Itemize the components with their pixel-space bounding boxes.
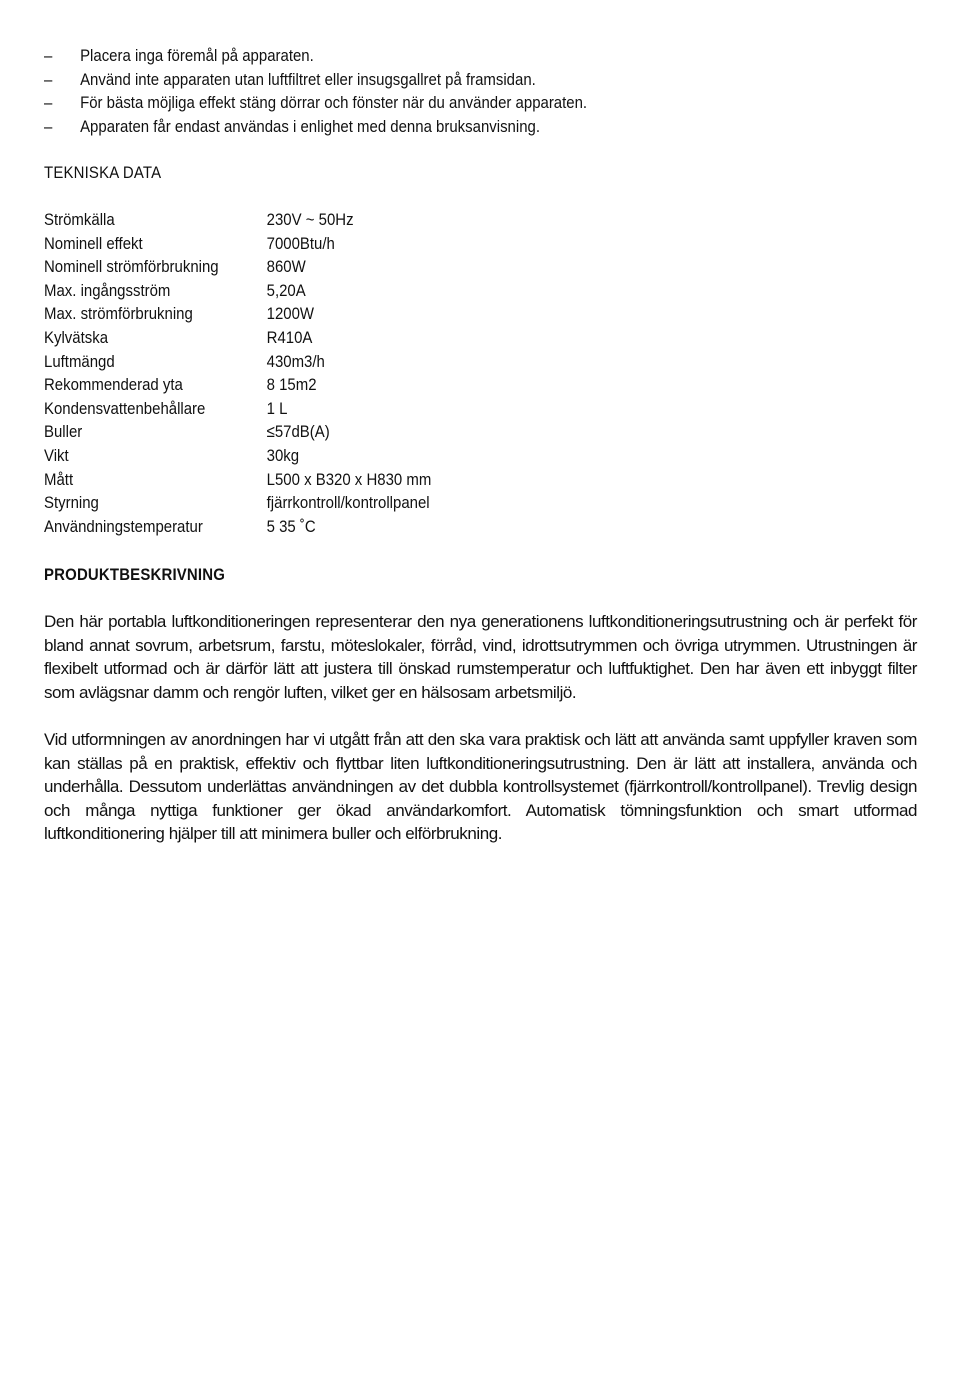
spec-value: 860W xyxy=(266,257,306,277)
table-row xyxy=(44,515,660,539)
table-row xyxy=(44,232,660,256)
spec-value: 230V ~ 50Hz xyxy=(266,210,354,229)
spec-value: 7000Btu/h xyxy=(266,233,335,253)
product-paragraph-1: Den här portabla luftkonditioneringen representerar den nya generationens luftkonditioneringsutrustning och är perfekt för bland annat sovrum, arbetsrum, farstu, möteslokaler, förråd, vind, idrottsutrymmen och övriga utrymmen. Utrustningen är flexibelt utformad och är därför lätt att justera till önskad rumstemperatur och luftfuktighet. Den har även ett inbyggt filter som avlägsnar damm och rengör luften, vilket ger en hälsosam arbetsmiljö. xyxy=(44,612,917,702)
spec-label: Kondensvattenbehållare xyxy=(44,398,206,418)
spec-label: Styrning xyxy=(44,493,99,513)
tech-data-heading: TEKNISKA DATA xyxy=(44,163,162,182)
bullet-dash: – xyxy=(44,46,53,65)
spec-label: Buller xyxy=(44,422,83,442)
bullet-text: Använd inte apparaten utan luftfiltret eller insugsgallret på framsidan. xyxy=(80,69,536,89)
spec-label: Nominell strömförbrukning xyxy=(44,257,219,277)
bullet-dash: – xyxy=(44,69,53,89)
list-item xyxy=(44,44,889,68)
spec-label: Kylvätska xyxy=(44,327,109,347)
spec-value: 1 L xyxy=(266,398,288,418)
spec-label: Vikt xyxy=(44,445,69,465)
spec-value: 5,20A xyxy=(266,280,306,300)
spec-label: Nominell effekt xyxy=(44,233,143,253)
spec-label: Rekommenderad yta xyxy=(44,375,183,395)
spec-value: L500 x B320 x H830 mm xyxy=(266,469,432,489)
spec-value: 8 15m2 xyxy=(266,375,317,395)
table-row xyxy=(44,326,660,350)
safety-bullet-list xyxy=(44,44,960,138)
table-row xyxy=(44,468,660,492)
spec-label: Användningstemperatur xyxy=(44,516,203,536)
bullet-text: Apparaten får endast användas i enlighet med denna bruksanvisning. xyxy=(80,116,541,136)
spec-value: R410A xyxy=(266,327,313,347)
table-row xyxy=(44,373,660,397)
table-row xyxy=(44,302,660,326)
table-row xyxy=(44,350,660,374)
spec-label: Mått xyxy=(44,469,74,489)
spec-value: 430m3/h xyxy=(266,351,325,371)
spec-label: Max. ingångsström xyxy=(44,280,171,300)
list-item xyxy=(44,115,889,139)
table-row xyxy=(44,397,660,421)
table-row xyxy=(44,208,660,232)
spec-value: ≤57dB(A) xyxy=(266,422,330,442)
bullet-dash: – xyxy=(44,116,53,136)
spec-value: fjärrkontroll/kontrollpanel xyxy=(266,493,430,513)
tech-data-table xyxy=(44,208,744,538)
list-item xyxy=(44,91,889,115)
spec-label: Strömkälla xyxy=(44,210,115,229)
list-item xyxy=(44,68,889,92)
bullet-dash: – xyxy=(44,93,53,113)
table-row xyxy=(44,420,660,444)
product-description-heading: PRODUKTBESKRIVNING xyxy=(44,565,226,584)
bullet-text: Placera inga föremål på apparaten. xyxy=(80,46,314,65)
table-row xyxy=(44,444,660,468)
spec-value: 30kg xyxy=(266,445,300,465)
table-row xyxy=(44,255,660,279)
bullet-text: För bästa möjliga effekt stäng dörrar och fönster när du använder apparaten. xyxy=(80,93,588,113)
table-row xyxy=(44,279,660,303)
product-paragraph-2: Vid utformningen av anordningen har vi utgått från att den ska vara praktisk och lätt att använda samt uppfyller kraven som kan ställas på en praktisk, effektiv och flyttbar liten luftkonditioneringsutrustning. Den är lätt att installera, använda och underhålla. Dessutom underlättas användningen av det dubbla kontrollsystemet (fjärrkontroll/kontrollpanel). Trevlig design och många nyttiga funktioner ger ökad användarkomfort. Automatisk tömningsfunktion och smart utformad luftkonditionering hjälper till att minimera buller och elförbrukning. xyxy=(44,730,917,844)
spec-label: Max. strömförbrukning xyxy=(44,304,193,324)
spec-value: 5 35 ˚C xyxy=(266,516,316,536)
spec-label: Luftmängd xyxy=(44,351,115,371)
table-row xyxy=(44,491,660,515)
spec-value: 1200W xyxy=(266,304,315,324)
